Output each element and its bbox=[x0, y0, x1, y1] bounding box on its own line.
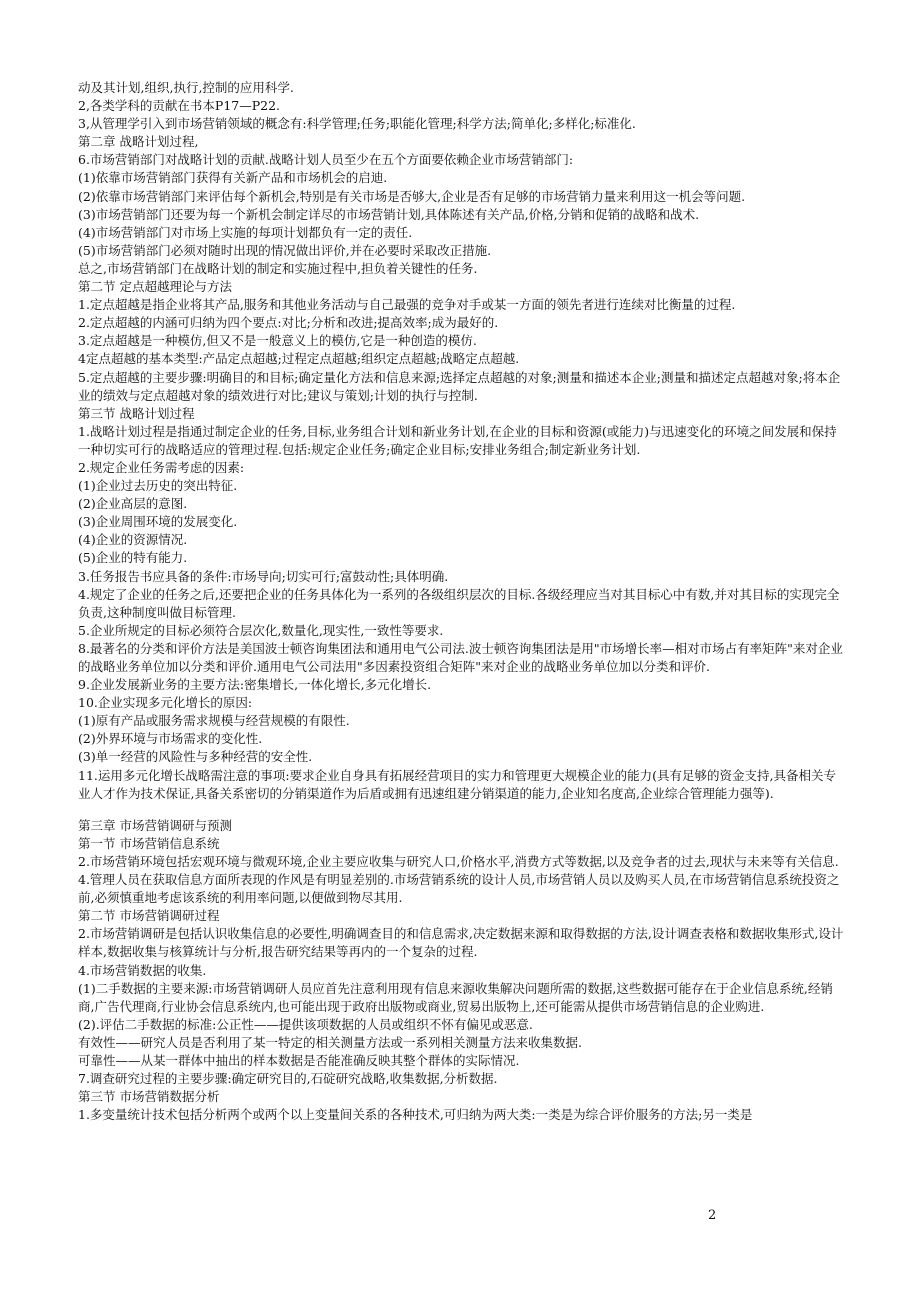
text-line: (1)依靠市场营销部门获得有关新产品和市场机会的启迪. bbox=[78, 170, 388, 186]
text-line: 第二节 市场营销调研过程 bbox=[78, 908, 220, 924]
text-line: 7.调查研究过程的主要步骤:确定研究目的,石碇研究战略,收集数据,分析数据. bbox=[78, 1071, 498, 1087]
blank-line bbox=[78, 803, 844, 817]
text-line: 3.定点超越是一种模仿,但又不是一般意义上的模仿,它是一种创造的模仿. bbox=[78, 333, 477, 349]
text-line: (3)单一经营的风险性与多种经营的安全性. bbox=[78, 749, 313, 765]
text-line: 1.多变量统计技术包括分析两个或两个以上变量间关系的各种技术,可归纳为两大类:一类是为综合评价服务的方法;另一类是 bbox=[78, 1107, 753, 1123]
text-line: (2)外界环境与市场需求的变化性. bbox=[78, 731, 263, 747]
text-line: 8.最著名的分类和评价方法是美国波士顿咨询集团法和通用电气公司法.波士顿咨询集团法是用"市场增长率—相对市场占有率矩阵"来对企业的战略业务单位加以分类和评价.通用电气公司法用"多因素投资组合矩阵"来对企业的战略业务单位加以分类和评价. bbox=[78, 640, 843, 674]
text-line: 第二节 定点超越理论与方法 bbox=[78, 279, 232, 295]
text-line: 第一节 市场营销信息系统 bbox=[78, 835, 220, 851]
document-body bbox=[78, 79, 844, 1124]
text-line: (5)市场营销部门必须对随时出现的情况做出评价,并在必要时采取改正措施. bbox=[78, 242, 492, 258]
text-line: 4.市场营销数据的收集. bbox=[78, 962, 207, 978]
text-line: 4.管理人员在获取信息方面所表现的作风是有明显差别的.市场营销系统的设计人员,市场营销人员以及购买人员,在市场营销信息系统投资之前,必须慎重地考虑该系统的利用率问题,以便做到物尽其用. bbox=[78, 872, 840, 906]
text-line: 总之,市场营销部门在战略计划的制定和实施过程中,担负着关键性的任务. bbox=[78, 260, 478, 276]
text-line: 可靠性——从某一群体中抽出的样本数据是否能准确反映其整个群体的实际情况. bbox=[78, 1052, 520, 1068]
text-line: 1.定点超越是指企业将其产品,服务和其他业务活动与自己最强的竞争对手或某一方面的领先者进行连续对比衡量的过程. bbox=[78, 297, 736, 313]
page-number: 2 bbox=[708, 1208, 717, 1223]
text-line: 1.战略计划过程是指通过制定企业的任务,目标,业务组合计划和新业务计划,在企业的目标和资源(或能力)与迅速变化的环境之间发展和保持一种切实可行的战略适应的管理过程.包括:规定企业任务;确定企业目标;安排业务组合;制定新业务计划. bbox=[78, 423, 837, 457]
text-line: 10.企业实现多元化增长的原因: bbox=[78, 695, 253, 711]
text-line: (1)二手数据的主要来源:市场营销调研人员应首先注意利用现有信息来源收集解决问题所需的数据,这些数据可能存在于企业信息系统,经销商,广告代理商,行业协会信息系统内,也可能出现于政府出版物或商业,贸易出版物上,还可能需从提供市场营销信息的企业购进. bbox=[78, 980, 833, 1014]
text-line: (1)企业过去历史的突出特征. bbox=[78, 478, 238, 494]
text-line: (3)企业周围环境的发展变化. bbox=[78, 514, 238, 530]
text-line: (3)市场营销部门还要为每一个新机会制定详尽的市场营销计划,具体陈述有关产品,价格,分销和促销的战略和战术. bbox=[78, 206, 700, 222]
text-line: (2)企业高层的意图. bbox=[78, 496, 188, 512]
text-line: (5)企业的特有能力. bbox=[78, 550, 188, 566]
text-line: 第三节 市场营销数据分析 bbox=[78, 1089, 220, 1105]
text-line: 2.市场营销环境包括宏观环境与微观环境,企业主要应收集与研究人口,价格水平,消费方式等数据,以及竞争者的过去,现状与未来等有关信息. bbox=[78, 853, 839, 869]
text-line: (1)原有产品或服务需求规模与经营规模的有限性. bbox=[78, 713, 350, 729]
text-line: 9.企业发展新业务的主要方法:密集增长,一体化增长,多元化增长. bbox=[78, 677, 432, 693]
text-line: (2)依靠市场营销部门来评估每个新机会,特别是有关市场是否够大,企业是否有足够的市场营销力量来利用这一机会等问题. bbox=[78, 188, 746, 204]
text-line: 2,各类学科的贡献在书本P17—P22. bbox=[78, 98, 281, 114]
text-line: (2).评估二手数据的标准:公正性——提供该项数据的人员或组织不怀有偏见或恶意. bbox=[78, 1016, 533, 1032]
text-line: 6.市场营销部门对战略计划的贡献.战略计划人员至少在五个方面要依赖企业市场营销部门: bbox=[78, 152, 574, 168]
text-line: 动及其计划,组织,执行,控制的应用科学. bbox=[78, 80, 294, 95]
text-line: (4)市场营销部门对市场上实施的每项计划都负有一定的责任. bbox=[78, 224, 413, 240]
text-line: 5.企业所规定的目标必须符合层次化,数量化,现实性,一致性等要求. bbox=[78, 622, 444, 638]
text-line: 5.定点超越的主要步骤:明确目的和目标;确定量化方法和信息来源;选择定点超越的对象;测量和描述本企业;测量和描述定点超越对象;将本企业的绩效与定点超越对象的绩效进行对比;建议与策划;计划的执行与控制. bbox=[78, 369, 841, 403]
text-line: 有效性——研究人员是否利用了某一特定的相关测量方法或一系列相关测量方法来收集数据. bbox=[78, 1034, 582, 1050]
text-line: (4)企业的资源情况. bbox=[78, 532, 188, 548]
text-line: 2.市场营销调研是包括认识收集信息的必要性,明确调查目的和信息需求,决定数据来源和取得数据的方法,设计调查表格和数据收集形式,设计样本,数据收集与核算统计与分析,报告研究结果等再内的一个复杂的过程. bbox=[78, 926, 844, 960]
text-line: 第三节 战略计划过程 bbox=[78, 405, 195, 421]
text-line: 3,从管理学引入到市场营销领域的概念有:科学管理;任务;职能化管理;科学方法;简单化;多样化;标准化. bbox=[78, 116, 636, 132]
text-line: 第三章 市场营销调研与预测 bbox=[78, 817, 232, 833]
text-line: 2.规定企业任务需考虑的因素: bbox=[78, 459, 245, 475]
text-line: 11.运用多元化增长战略需注意的事项:要求企业自身具有拓展经营项目的实力和管理更大规模企业的能力(具有足够的资金支持,具备相关专业人才作为技术保证,具备关系密切的分销渠道作为后盾或拥有迅速组建分销渠道的能力,企业知名度高,企业综合管理能力强等). bbox=[78, 767, 836, 801]
text-line: 2.定点超越的内涵可归纳为四个要点:对比;分析和改进;提高效率;成为最好的. bbox=[78, 315, 499, 331]
text-line: 3.任务报告书应具备的条件:市场导向;切实可行;富鼓动性;具体明确. bbox=[78, 568, 449, 584]
text-line: 4定点超越的基本类型:产品定点超越;过程定点超越;组织定点超越;战略定点超越. bbox=[78, 351, 520, 367]
text-line: 4.规定了企业的任务之后,还要把企业的任务具体化为一系列的各级组织层次的目标.各级经理应当对其目标心中有数,并对其目标的实现完全负责,这种制度叫做目标管理. bbox=[78, 586, 840, 620]
text-line: 第二章 战略计划过程, bbox=[78, 134, 199, 150]
